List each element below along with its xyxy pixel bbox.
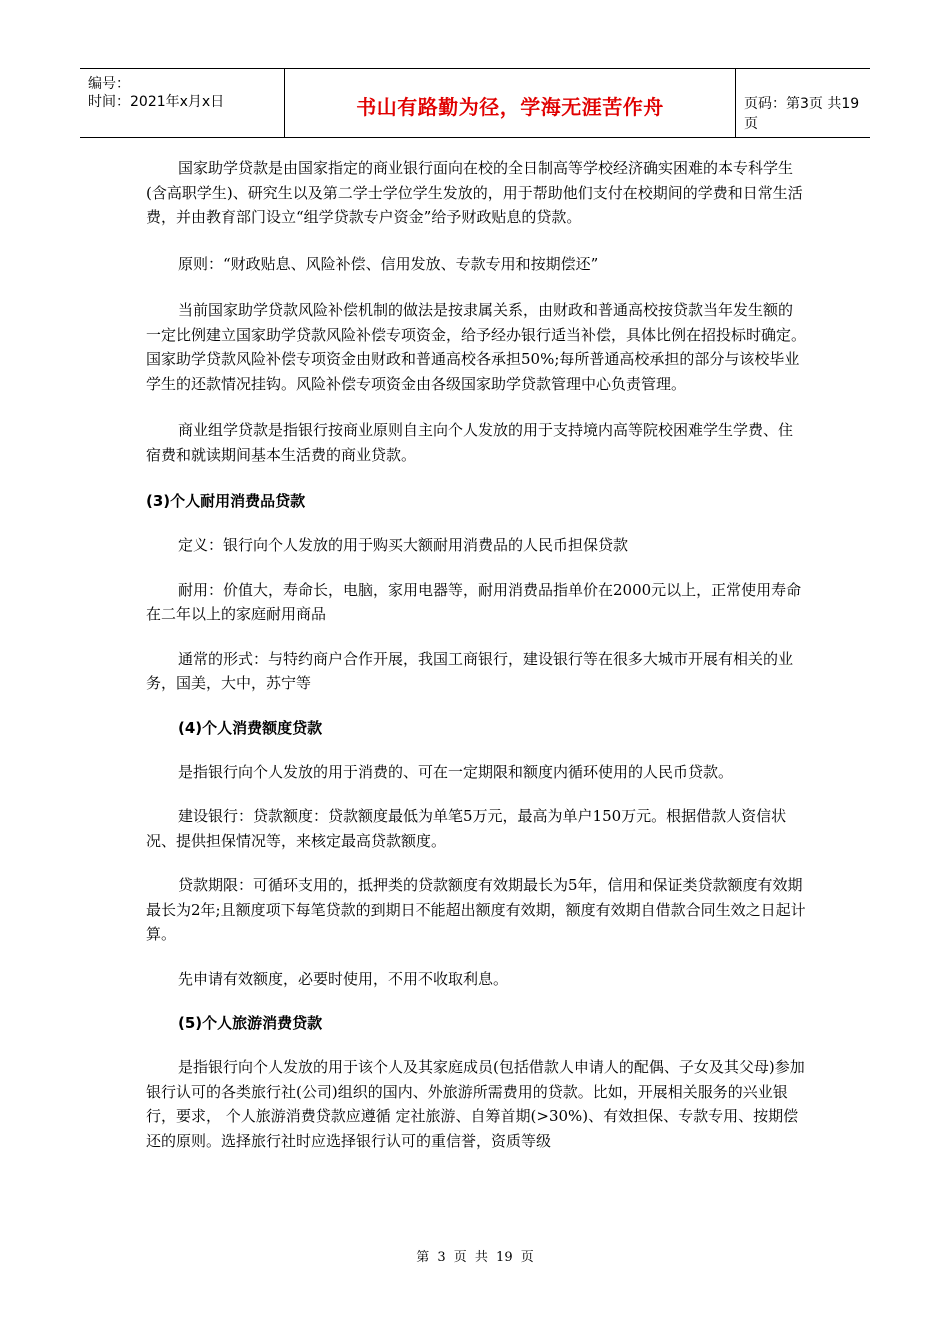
header-left-cell — [80, 69, 284, 137]
section-heading: (5)个人旅游消费贷款 — [178, 1014, 323, 1032]
section-heading: (4)个人消费额度贷款 — [178, 718, 323, 737]
header-table — [80, 68, 870, 138]
page-info: 页码：第3页 共19页 — [744, 96, 860, 132]
date-label: 时间：2021年x月x日 — [88, 94, 225, 110]
paragraph: 是指银行向个人发放的用于该个人及其家庭成员(包括借款人申请人的配偶、子女及其父母)参加银行认可的各类旅行社(公司)组织的国内、外旅游所需费用的贷款。比如，开展相关服务的兴业银行，要求， 个人旅游消费贷款应遵循 定社旅游、自筹首期(>30%)、有效担保、专款专用、按期偿还的原则。选择旅行社时应选择银行认可的重信誉，资质等级 — [146, 1058, 805, 1150]
header-motto-cell — [284, 69, 736, 137]
paragraph: 通常的形式：与特约商户合作开展，我国工商银行，建设银行等在很多大城市开展有相关的业务，国美，大中，苏宁等 — [146, 649, 794, 692]
paragraph: 先申请有效额度，必要时使用，不用不收取利息。 — [178, 969, 509, 988]
paragraph: 贷款期限：可循环支用的，抵押类的贷款额度有效期最长为5年，信用和保证类贷款额度有效期最长为2年;且额度项下每笔贷款的到期日不能超出额度有效期，额度有效期自借款合同生效之日起计算。 — [146, 876, 806, 943]
paragraph: 当前国家助学贷款风险补偿机制的做法是按隶属关系，由财政和普通高校按贷款当年发生额的一定比例建立国家助学贷款风险补偿专项资金，给予经办银行适当补偿，具体比例在招投标时确定。国家助学贷款风险补偿专项资金由财政和普通高校各承担50%;每所普通高校承担的部分与该校毕业学生的还款情况挂钩。风险补偿专项资金由各级国家助学贷款管理中心负责管理。 — [146, 301, 807, 393]
number-label: 编号： — [88, 76, 130, 92]
paragraph: 定义：银行向个人发放的用于购买大额耐用消费品的人民币担保贷款 — [178, 536, 629, 554]
paragraph: 耐用：价值大，寿命长，电脑，家用电器等，耐用消费品指单价在2000元以上，正常使用寿命在二年以上的家庭耐用商品 — [146, 580, 802, 623]
paragraph: 是指银行向个人发放的用于消费的、可在一定期限和额度内循环使用的人民币贷款。 — [178, 762, 734, 781]
paragraph: 国家助学贷款是由国家指定的商业银行面向在校的全日制高等学校经济确实困难的本专科学生(含高职学生)、研究生以及第二学士学位学生发放的，用于帮助他们支付在校期间的学费和日常生活费，并由教育部门设立“组学贷款专户资金”给予财政贴息的贷款。 — [146, 159, 803, 226]
paragraph: 原则：“财政贴息、风险补偿、信用发放、专款专用和按期偿还” — [178, 254, 599, 273]
motto: 书山有路勤为径，学海无涯苦作舟 — [356, 95, 664, 119]
paragraph: 建设银行：贷款额度：贷款额度最低为单笔5万元，最高为单户150万元。根据借款人资信状况、提供担保情况等，来核定最高贷款额度。 — [146, 807, 787, 850]
paragraph: 商业组学贷款是指银行按商业原则自主向个人发放的用于支持境内高等院校困难学生学费、住宿费和就读期间基本生活费的商业贷款。 — [146, 421, 794, 464]
section-heading: (3)个人耐用消费品贷款 — [146, 492, 306, 510]
page-footer: 第 3 页 共 19 页 — [416, 1250, 534, 1265]
document-body — [146, 156, 806, 1153]
